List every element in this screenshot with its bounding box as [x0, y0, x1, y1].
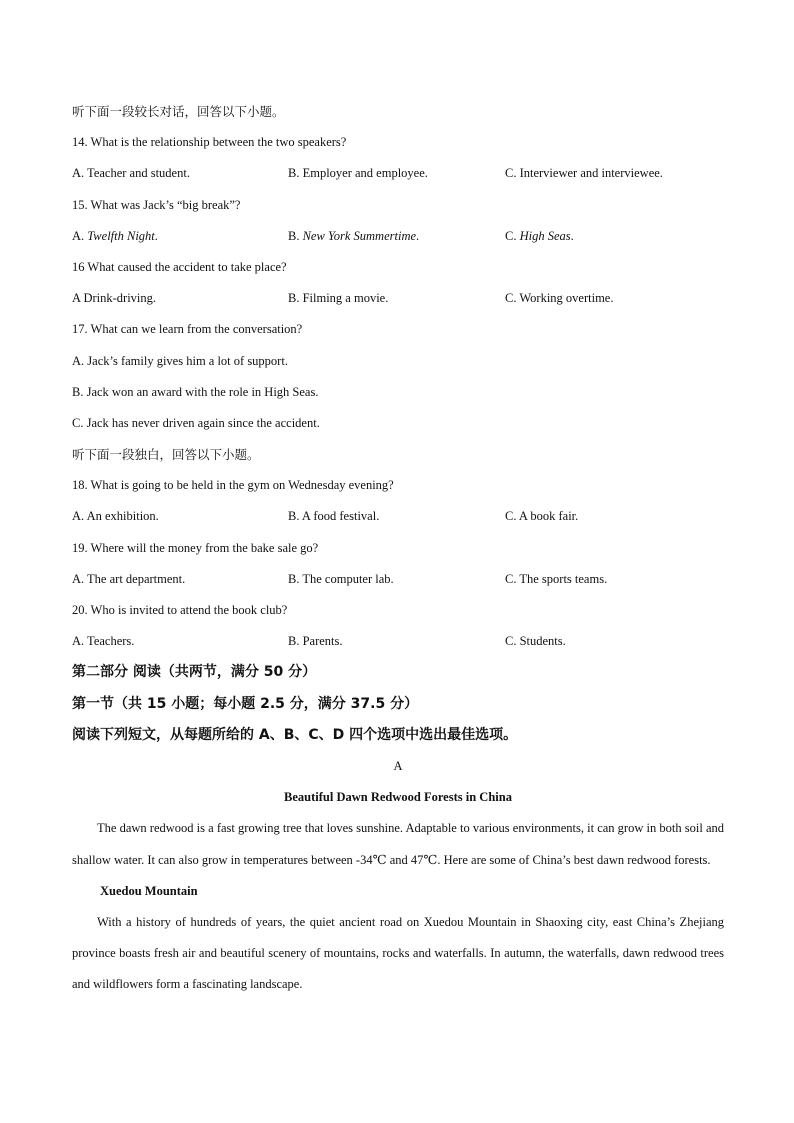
option-b: B. The computer lab. — [288, 571, 394, 586]
option-b: B. Filming a movie. — [288, 291, 389, 306]
option-c: C. Interviewer and interviewee. — [505, 166, 663, 181]
section-1-heading: 第一节（共 15 小题；每小题 2.5 分，满分 37.5 分） — [72, 695, 419, 712]
question-18: 18. What is going to be held in the gym on Wednesday evening? — [72, 478, 394, 493]
passage-title: Beautiful Dawn Redwood Forests in China — [284, 790, 512, 805]
paragraph-2: With a history of hundreds of years, the quiet ancient road on Xuedou Mountain in Shaoxing city, east China’s Zhejiang province boasts fresh air and beautiful scenery of mountains, rocks and waterfalls. In autumn, the waterfalls, dawn redwood trees and wildflowers form a fascinating landscape. — [72, 914, 724, 992]
option-c: C. A book fair. — [505, 509, 579, 524]
option-c: C. Working overtime. — [505, 291, 614, 306]
paragraph-1: The dawn redwood is a fast growing tree that loves sunshine. Adaptable to various environments, it can grow in both soil and shallow water. It can also grow in temperatures between -34℃ and 47℃. Here are some of China’s best dawn redwood forests. — [72, 821, 724, 867]
document-page — [72, 96, 724, 1001]
option-b: B. Employer and employee. — [288, 166, 428, 181]
question-20: 20. Who is invited to attend the book club? — [72, 603, 288, 617]
question-16-options — [72, 283, 724, 314]
option-c: C. Students. — [505, 634, 566, 649]
option-c: C. The sports teams. — [505, 571, 608, 586]
option-a: A. Teachers. — [72, 634, 135, 649]
option-a: A. Teacher and student. — [72, 166, 190, 181]
option-b: B. New York Summertime. — [288, 228, 420, 243]
question-18-options — [72, 501, 724, 532]
option-b-title: New York Summertime — [302, 228, 417, 243]
reading-instruction: 阅读下列短文，从每题所给的 A、B、C、D 四个选项中选出最佳选项。 — [72, 726, 518, 743]
option-b: B. A food festival. — [288, 509, 380, 524]
option-a: A Drink-driving. — [72, 291, 157, 306]
question-15: 15. What was Jack’s “big break”? — [72, 197, 241, 212]
question-19-options — [72, 564, 724, 595]
option-c: C. High Seas. — [505, 228, 574, 243]
option-a: A. The art department. — [72, 571, 186, 586]
option-b: B. Parents. — [288, 634, 343, 649]
option-b: B. Jack won an award with the role in High Seas. — [72, 384, 319, 399]
option-a: A. Twelfth Night. — [72, 228, 158, 243]
listening-instruction-1: 听下面一段较长对话，回答以下小题。 — [72, 104, 285, 119]
part-2-heading: 第二部分 阅读（共两节，满分 50 分） — [72, 664, 317, 681]
passage-letter: A — [393, 758, 403, 773]
question-14-options — [72, 158, 724, 189]
question-19: 19. Where will the money from the bake sale go? — [72, 540, 319, 555]
subheading-xuedou-mountain: Xuedou Mountain — [100, 883, 198, 898]
option-c: C. Jack has never driven again since the accident. — [72, 415, 320, 430]
option-a: A. Jack’s family gives him a lot of support. — [72, 353, 288, 368]
listening-instruction-2: 听下面一段独白，回答以下小题。 — [72, 447, 260, 463]
option-a-title: Twelfth Night — [87, 228, 155, 243]
question-17: 17. What can we learn from the conversation? — [72, 322, 303, 337]
question-14: 14. What is the relationship between the two speakers? — [72, 135, 347, 150]
option-c-title: High Seas — [519, 228, 571, 243]
option-a: A. An exhibition. — [72, 509, 159, 524]
question-15-options — [72, 221, 724, 252]
question-16: 16 What caused the accident to take place? — [72, 259, 287, 274]
question-20-options — [72, 626, 724, 657]
